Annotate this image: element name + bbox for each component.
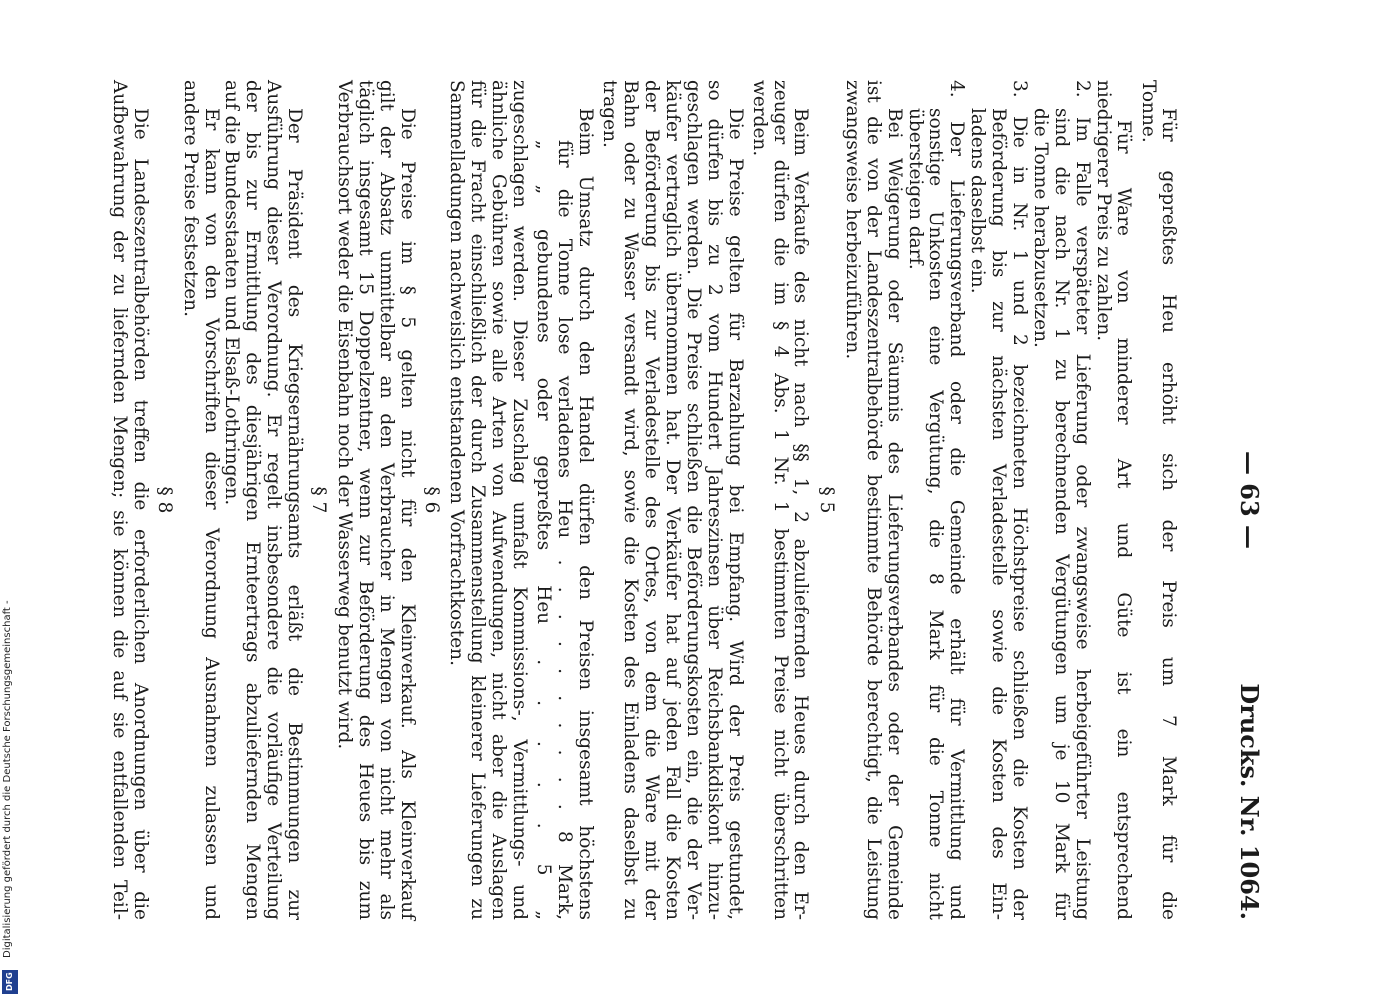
section-heading: § 5 <box>815 486 837 514</box>
text-line: auf die Bundesstaaten und Elsaß-Lothringen. <box>220 80 242 506</box>
text-line: Beim Umsatz durch den Handel dürfen den Preisen insgesamt höchstens <box>574 108 596 920</box>
section-heading: § 8 <box>153 486 175 514</box>
text-line: tragen. <box>598 80 620 148</box>
text-line: werden. <box>748 80 770 157</box>
text-line: niedrigerer Preis zu zahlen. <box>1092 80 1114 342</box>
text-line: Bei Weigerung oder Säumnis des Lieferungsverbandes oder der Gemeinde <box>883 108 905 920</box>
text-line: sonstige Unkosten eine Vergütung, die 8 Mark für die Tonne nicht <box>924 108 946 920</box>
text-line: 2. Im Falle verspäteter Lieferung oder zwangsweise herbeigeführter Leistung <box>1071 80 1093 920</box>
text-line: Beförderung bis zur nächsten Verladestelle sowie die Kosten des Ein- <box>987 108 1009 920</box>
text-line: gilt der Absatz unmittelbar an den Verbraucher in Mengen von nicht mehr als <box>375 80 397 920</box>
text-line: Beim Verkaufe des nicht nach §§ 1, 2 abzuliefernden Heues durch den Er- <box>789 108 811 920</box>
document-page <box>108 80 1264 920</box>
dfg-logo-icon <box>2 970 18 994</box>
text-line: 4. Der Lieferungsverband oder die Gemeinde erhält für Vermittlung und <box>945 80 967 920</box>
text-line: der bis zur Ermittlung des diesjährigen Ernteertrags abzuliefernden Mengen <box>241 80 263 920</box>
text-line: Bahn oder zu Wasser versandt wird, sowie die Kosten des Einladens daselbst zu <box>619 80 641 920</box>
text-line: für die Tonne lose verladenes Heu . . . . . . . . . . 8 Mark, <box>553 140 575 920</box>
dfg-watermark <box>2 600 18 995</box>
text-line: ist die von der Landeszentralbehörde bestimmte Behörde berechtigt, die Leistung <box>862 80 884 920</box>
text-line: zeuger dürfen die im § 4 Abs. 1 Nr. 1 bestimmten Preise nicht überschritten <box>769 80 791 920</box>
text-line: 3. Die in Nr. 1 und 2 bezeichneten Höchstpreise schließen die Kosten der <box>1008 80 1030 920</box>
text-line: zugeschlagen werden. Dieser Zuschlag umfaßt Kommissions-, Vermittlungs- und <box>508 80 530 920</box>
text-line: Die Preise gelten für Barzahlung bei Empfang. Wird der Preis gestundet, <box>724 108 746 920</box>
section-heading: § 7 <box>307 486 329 514</box>
text-line: sind die nach Nr. 1 zu berechnenden Vergütungen um je 10 Mark für <box>1050 108 1072 920</box>
text-line: der Beförderung bis zur Verladestelle des Ortes, von dem die Ware mit der <box>640 80 662 920</box>
page-header <box>1228 80 1262 920</box>
text-line: geschlagen werden. Die Preise schließen die Beförderungskosten ein, die der Ver- <box>682 80 704 920</box>
text-line: täglich insgesamt 15 Doppelzentner, wenn zur Beförderung des Heues bis zum <box>354 80 376 920</box>
text-line: ladens daselbst ein. <box>966 108 988 294</box>
text-line: die Tonne herabzusetzen. <box>1029 108 1051 348</box>
dfg-logo-text: DFG <box>5 972 14 992</box>
text-line: so dürfen bis zu 2 vom Hundert Jahreszinsen über Reichsbankdiskont hinzu- <box>703 80 725 920</box>
text-line: Die Landeszentralbehörden treffen die erforderlichen Anordnungen über die <box>129 108 151 920</box>
text-line: käufer vertraglich übernommen hat. Der Verkäufer hat auf jeden Fall die Kosten <box>661 80 683 920</box>
section-heading: § 6 <box>420 486 442 514</box>
text-line: Die Preise im § 5 gelten nicht für den Kleinverkauf. Als Kleinverkauf <box>396 108 418 920</box>
text-line: andere Preise festsetzen. <box>179 80 201 317</box>
text-line: Aufbewahrung der zu liefernden Mengen; sie können die auf sie entfallenden Teil- <box>108 80 130 920</box>
text-line: „ „ gebundenes oder gepreßtes Heu . . . . . 5 „ <box>532 140 554 920</box>
text-line: zwangsweise herbeizuführen. <box>841 80 863 360</box>
text-line: übersteigen darf. <box>904 108 926 270</box>
text-line: Für Ware von minderer Art und Güte ist ein entsprechend <box>1112 120 1134 920</box>
text-line: Sammelladungen nachweislich entstandenen Vorfrachtkosten. <box>445 80 467 666</box>
text-line: Der Präsident des Kriegsernährungsamts erläßt die Bestimmungen zur <box>283 108 305 920</box>
text-line: Ausführung dieser Verordnung. Er regelt insbesondere die vorläufige Verteilung <box>262 80 284 920</box>
text-line: Verbrauchsort weder die Eisenbahn noch der Wasserweg benutzt wird. <box>333 80 355 750</box>
page-number: — 63 — <box>1234 450 1264 550</box>
text-line: für die Fracht einschließlich der durch Zusammenstellung kleinerer Lieferungen zu <box>466 80 488 920</box>
text-line: Tonne. <box>1137 80 1159 143</box>
druck-number: Drucks. Nr. 1064. <box>1234 683 1264 920</box>
text-line: Er kann von den Vorschriften dieser Verordnung Ausnahmen zulassen und <box>200 108 222 920</box>
text-line: Für gepreßtes Heu erhöht sich der Preis um 7 Mark für die <box>1157 108 1179 920</box>
text-line: ähnliche Gebühren sowie alle Arten von Aufwendungen, nicht aber die Auslagen <box>487 80 509 920</box>
dfg-watermark-text: Digitalisierung gefördert durch die Deutsche Forschungsgemeinschaft - <box>2 600 13 958</box>
